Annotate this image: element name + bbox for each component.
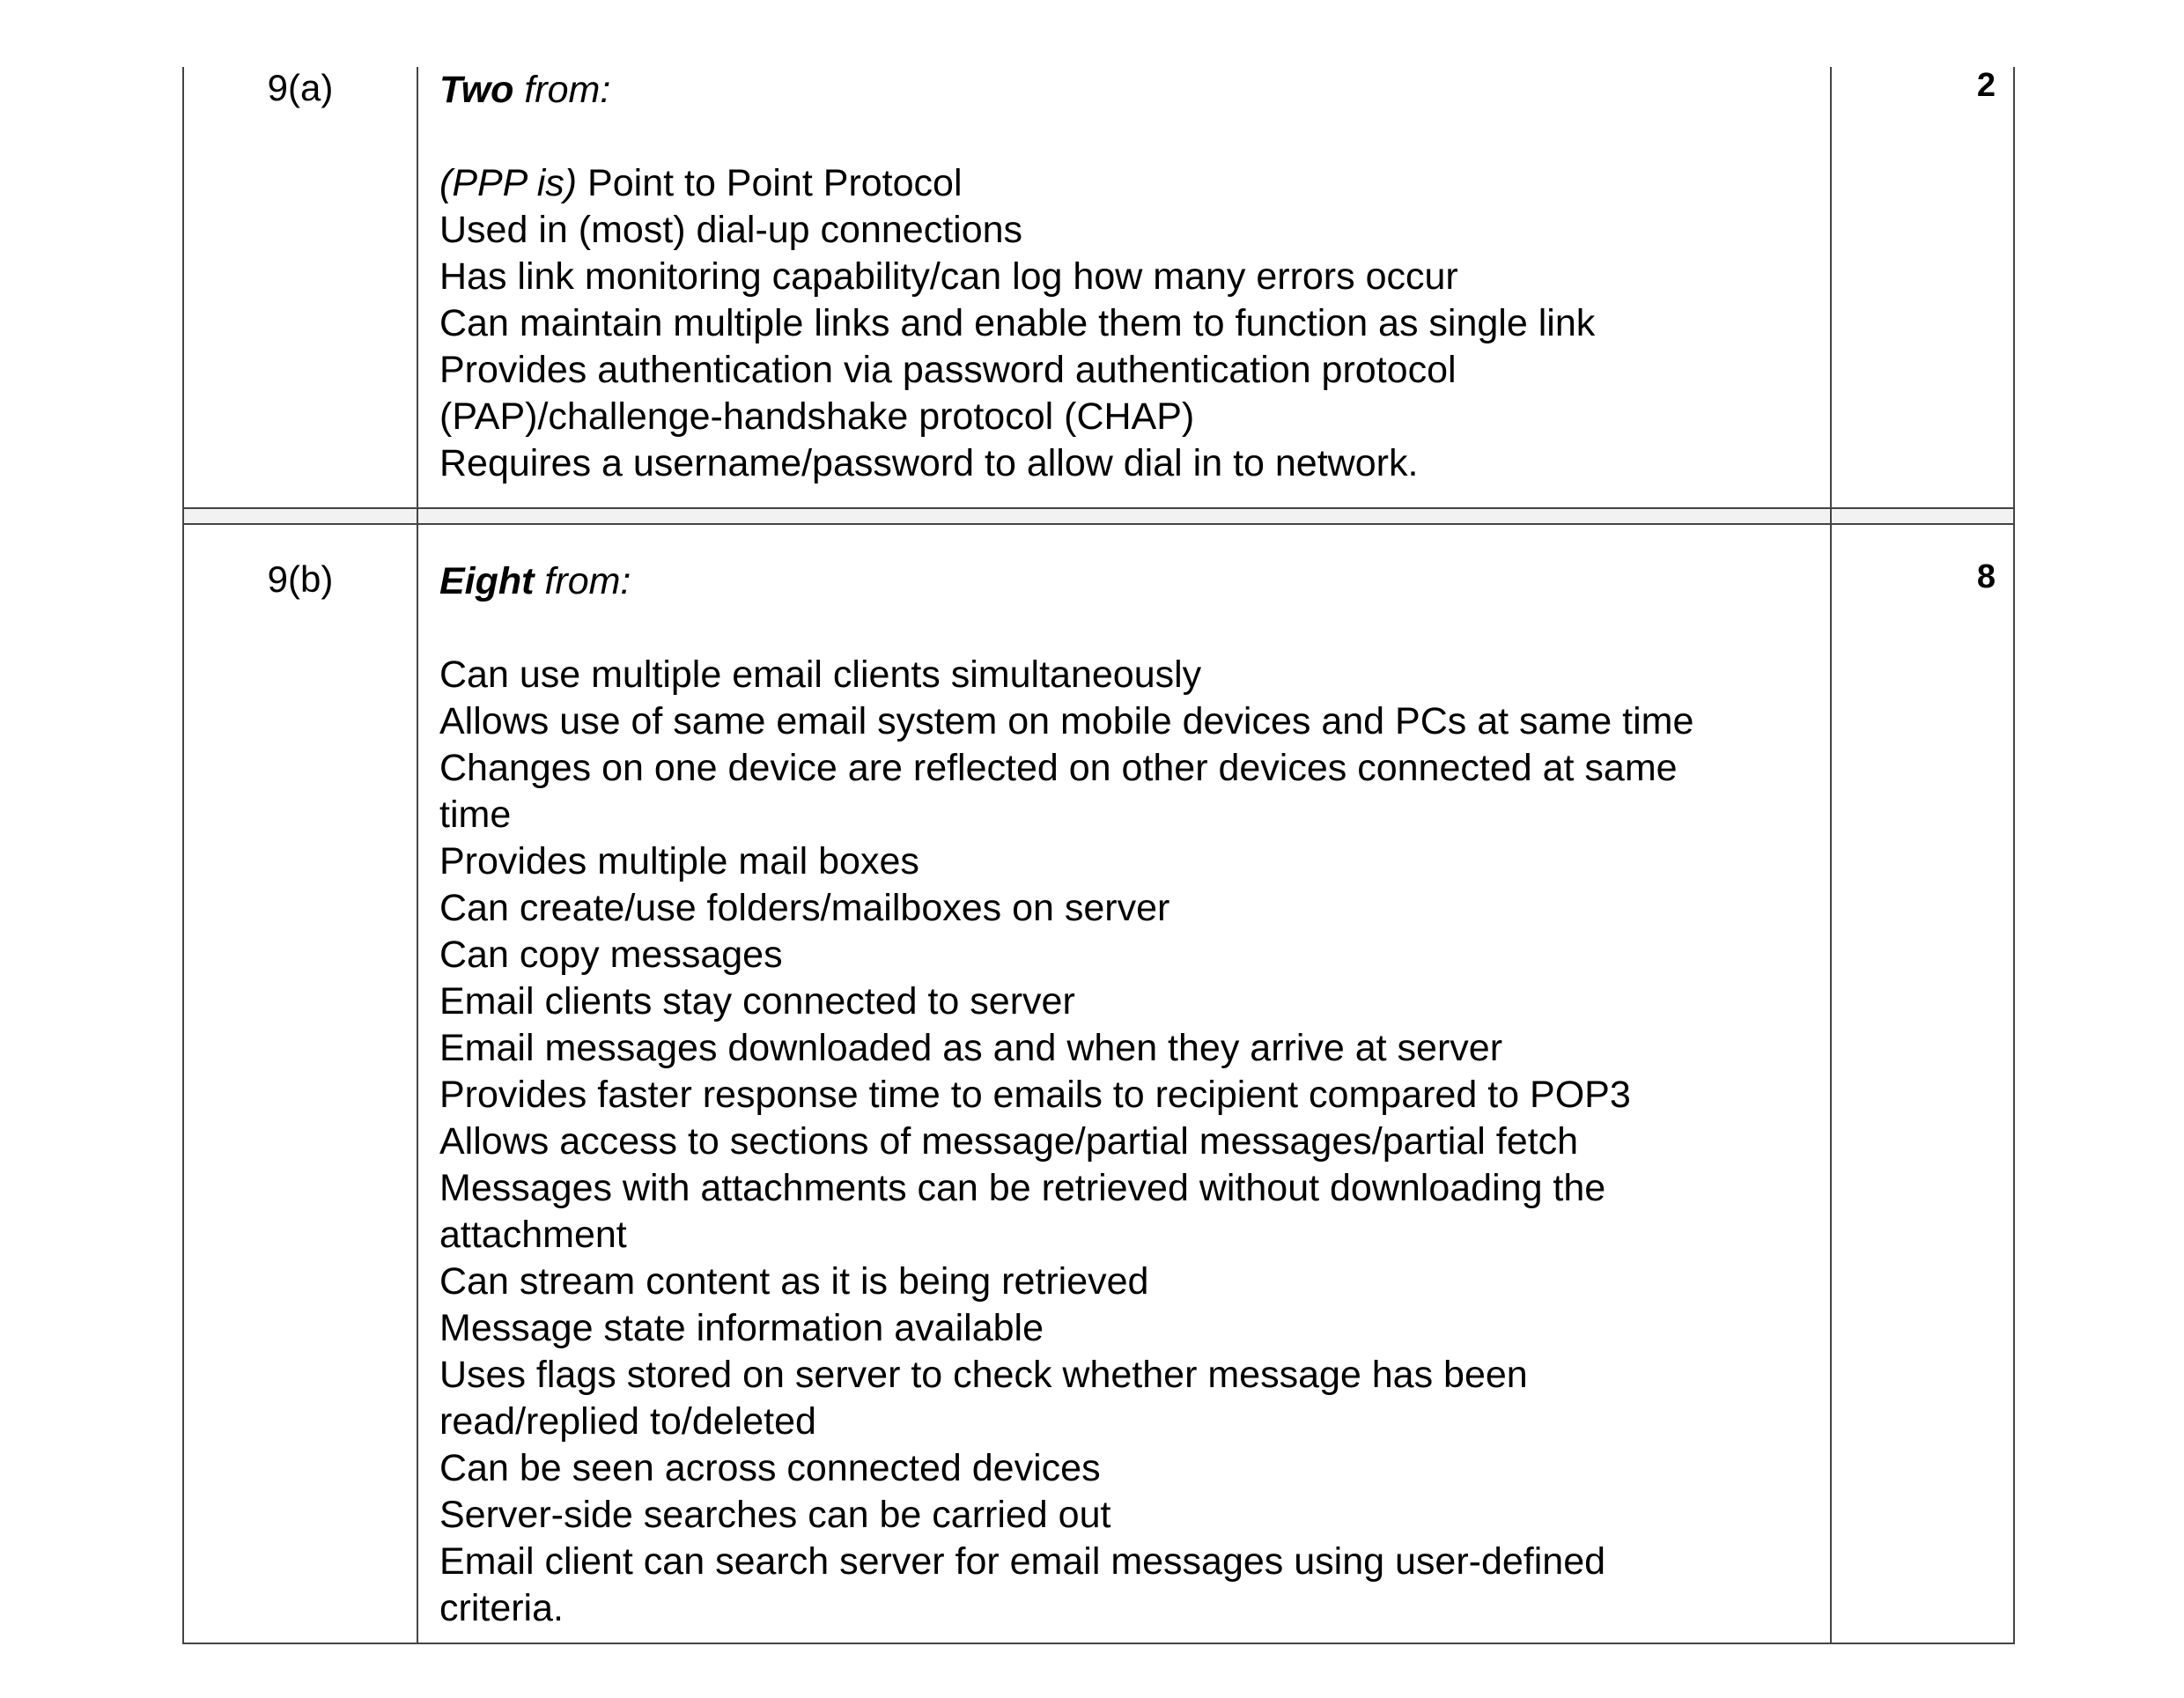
answer-line: Changes on one device are reflected on other devices connected at same [439, 747, 1678, 789]
answer-line: (PAP)/challenge-handshake protocol (CHAP) [439, 395, 1195, 438]
question-number: 9(b) [267, 558, 334, 600]
answer-line: Email messages downloaded as and when they arrive at server [439, 1027, 1503, 1069]
answer-intro [439, 67, 1821, 114]
marks-cell [1832, 525, 2013, 1643]
answer-line: Allows access to sections of message/partial messages/partial fetch [439, 1120, 1578, 1163]
answer-line: Can stream content as it is being retrieved [439, 1260, 1149, 1303]
answer-line: Provides multiple mail boxes [439, 840, 919, 882]
answer-line: Can be seen across connected devices [439, 1447, 1101, 1489]
separator-segment [1832, 509, 2013, 523]
answer-line: Email clients stay connected to server [439, 980, 1075, 1022]
question-number: 9(a) [267, 67, 334, 108]
answer-cell [418, 67, 1832, 507]
answer-line: Email client can search server for email messages using user-defined [439, 1540, 1606, 1583]
answer-line: Server-side searches can be carried out [439, 1494, 1111, 1536]
answer-line: attachment [439, 1214, 627, 1256]
answer-line: Used in (most) dial-up connections [439, 209, 1023, 251]
table-row [182, 525, 2015, 1644]
table-row [182, 67, 2015, 507]
marks-value: 2 [1976, 67, 1996, 104]
separator-segment [184, 509, 418, 523]
answer-line: read/replied to/deleted [439, 1400, 816, 1443]
answer-line: time [439, 794, 512, 836]
answer-count: Two [439, 69, 514, 111]
answer-intro [439, 558, 1821, 605]
answer-line: Provides faster response time to emails to recipient compared to POP3 [439, 1074, 1631, 1116]
answer-intro-text: from: [534, 560, 631, 602]
answer-count: Eight [439, 560, 535, 602]
answer-line: Can maintain multiple links and enable them to function as single link [439, 302, 1596, 344]
answer-intro-text: from: [513, 69, 611, 111]
answer-line: Messages with attachments can be retrieved without downloading the [439, 1167, 1606, 1209]
answer-line: criteria. [439, 1587, 564, 1629]
answer-line: Provides authentication via password authentication protocol [439, 349, 1457, 391]
answer-line-prefix: (PPP is) [439, 162, 578, 204]
answer-line: Can create/use folders/mailboxes on server [439, 887, 1170, 929]
answer-line: Message state information available [439, 1307, 1044, 1349]
answer-line: Can use multiple email clients simultaneously [439, 653, 1202, 696]
answer-line: Requires a username/password to allow dial in to network. [439, 442, 1419, 484]
separator-segment [418, 509, 1832, 523]
answer-line-text: Point to Point Protocol [577, 162, 963, 204]
answer-line: Uses flags stored on server to check whether message has been [439, 1354, 1528, 1396]
marks-value: 8 [1976, 558, 1996, 595]
answer-line: Has link monitoring capability/can log how many errors occur [439, 255, 1458, 298]
question-number-cell [184, 67, 418, 507]
marks-cell [1832, 67, 2013, 507]
mark-scheme-table [182, 67, 2015, 1644]
answer-cell [418, 525, 1832, 1643]
answer-line [439, 160, 1821, 207]
row-separator [182, 507, 2015, 525]
question-number-cell [184, 525, 418, 1643]
answer-line: Can copy messages [439, 934, 783, 976]
answer-line: Allows use of same email system on mobile devices and PCs at same time [439, 700, 1694, 742]
